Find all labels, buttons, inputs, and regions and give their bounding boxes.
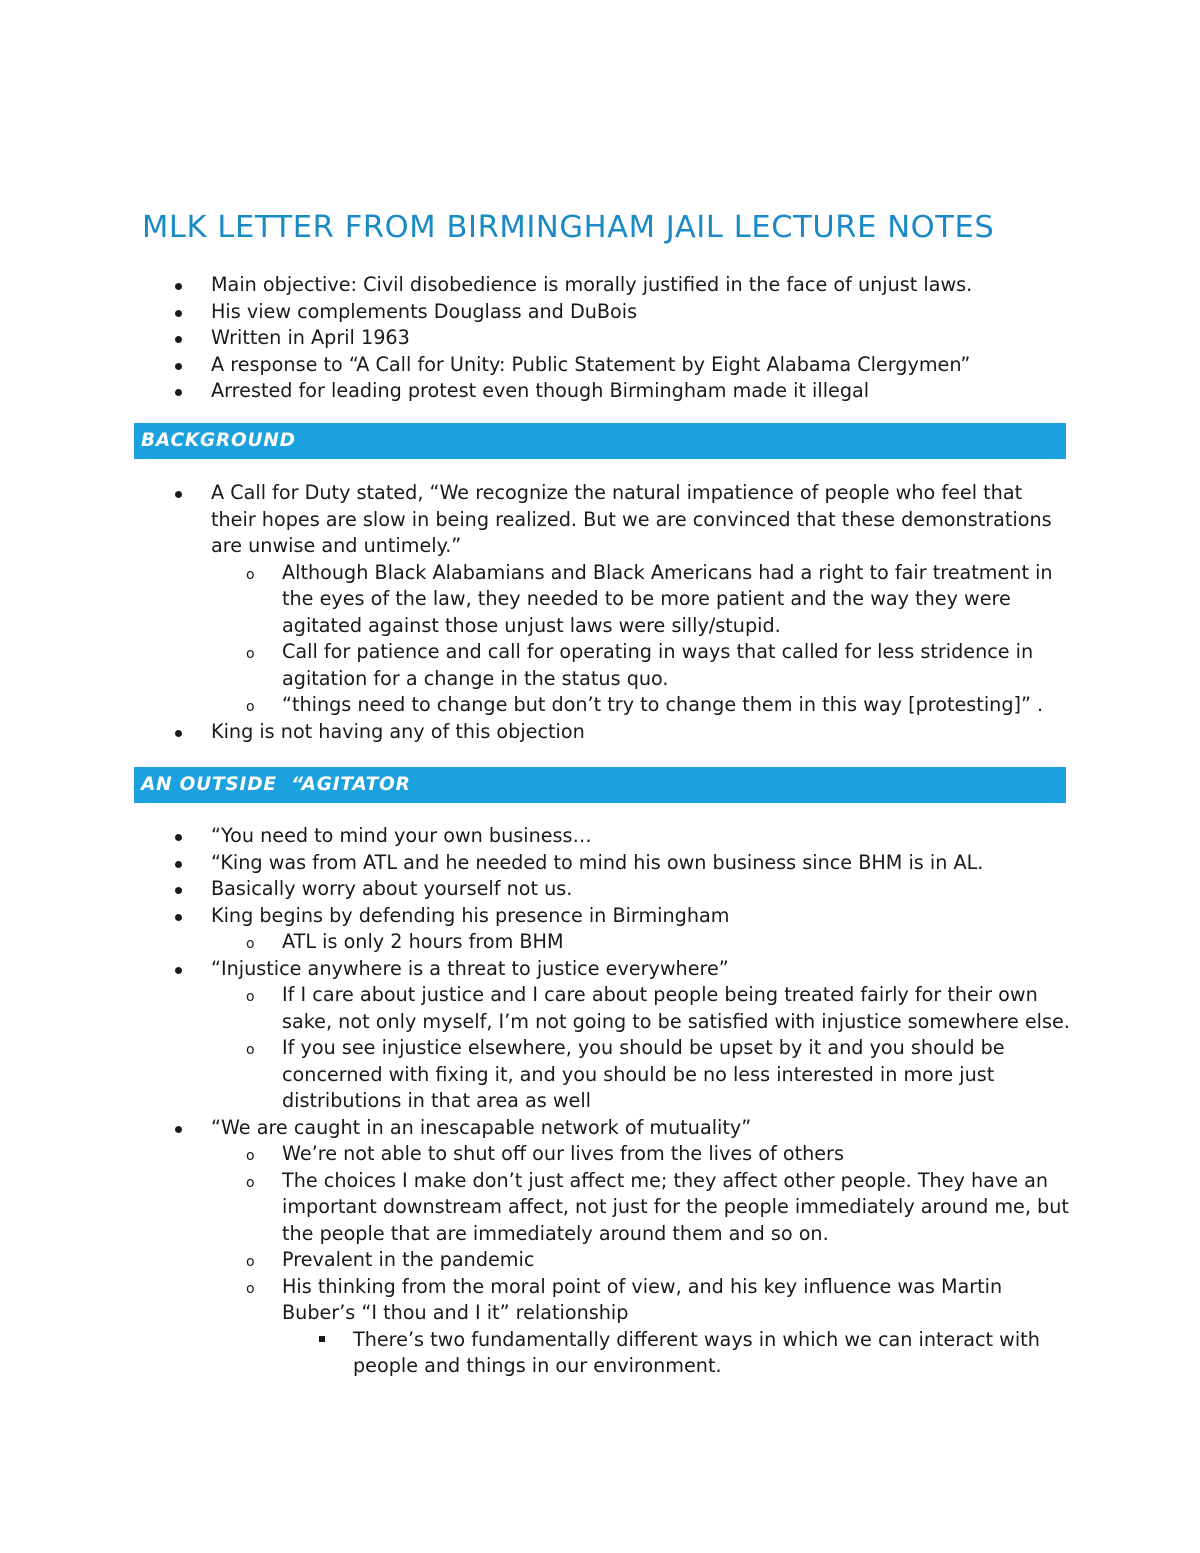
bullet-icon	[175, 914, 182, 921]
list-item-text: King begins by defending his presence in Birmingham	[211, 903, 730, 927]
list-item-text: A Call for Duty stated, “We recognize the natural impatience of people who feel that their hopes are slow in being realized. But we are convinced that these demonstrations are unwise and untimely.”	[211, 481, 1052, 557]
list-item-text: Written in April 1963	[211, 326, 410, 349]
list-item-text: A response to “A Call for Unity: Public Statement by Eight Alabama Clergymen”	[211, 352, 971, 376]
list-item-text: We’re not able to shut off our lives from the lives of others	[282, 1142, 844, 1165]
list-item	[0, 352, 1071, 379]
circle-bullet-icon: o	[246, 1174, 255, 1191]
background-list	[0, 480, 1072, 745]
circle-bullet-icon: o	[246, 1280, 255, 1297]
list-item	[0, 903, 1071, 930]
bullet-icon	[175, 363, 182, 370]
section-heading-outside-agitator: AN OUTSIDE “AGITATOR	[134, 767, 1066, 803]
circle-bullet-icon: o	[246, 1148, 255, 1164]
list-item-text: King is not having any of this objection	[211, 719, 585, 743]
list-item-text: Arrested for leading protest even though Birmingham made it illegal	[211, 379, 870, 402]
sub-list-item	[0, 1168, 1072, 1248]
list-item	[0, 823, 1071, 850]
sub-sub-list-item	[0, 1327, 1073, 1380]
sub-list-item	[0, 1274, 1072, 1327]
list-item	[0, 299, 1071, 326]
list-item	[0, 325, 1071, 352]
list-item	[0, 956, 1071, 983]
list-item-text: The choices I make don’t just affect me; they affect other people. They have an important downstream affect, not just for the people immediately around me, but the people that are immediately around them and so on.	[282, 1168, 1069, 1245]
list-item-text: “We are caught in an inescapable network of mutuality”	[211, 1115, 752, 1139]
circle-bullet-icon: o	[246, 646, 255, 662]
document-title: MLK LETTER FROM BIRMINGHAM JAIL LECTURE NOTES	[142, 210, 995, 245]
bullet-icon	[175, 491, 182, 498]
outside-agitator-list	[0, 823, 1073, 1380]
list-item-text: If you see injustice elsewhere, you should be upset by it and you should be concerned with fixing it, and you should be no less interested in more just distributions in that area as well	[282, 1036, 1005, 1112]
sub-list-item	[0, 1247, 1072, 1274]
bullet-icon	[175, 1126, 182, 1133]
intro-list	[0, 272, 1071, 405]
list-item-text: “Injustice anywhere is a threat to justice everywhere”	[211, 956, 729, 980]
list-item-text: There’s two fundamentally different ways in which we can interact with people and things in our environment.	[353, 1327, 1040, 1377]
list-item-text: Prevalent in the pandemic	[282, 1248, 535, 1271]
list-item-text: Although Black Alabamians and Black Americans had a right to fair treatment in the eyes of the law, they needed to be more patient and the way they were agitated against those unjust laws were silly/stupid.	[282, 560, 1053, 637]
section-heading-background: BACKGROUND	[134, 423, 1066, 459]
list-item-text: Main objective: Civil disobedience is morally justified in the face of unjust laws.	[211, 273, 973, 296]
sub-list-item	[0, 929, 1072, 956]
sub-list-item	[0, 982, 1072, 1035]
bullet-icon	[175, 730, 182, 737]
list-item	[0, 378, 1071, 405]
list-item-text: His thinking from the moral point of view, and his key influence was Martin Buber’s “I thou and I it” relationship	[282, 1274, 1003, 1324]
list-item-text: Basically worry about yourself not us.	[211, 877, 573, 900]
list-item-text: “things need to change but don’t try to change them in this way [protesting]” .	[282, 693, 1044, 716]
circle-bullet-icon: o	[246, 699, 255, 715]
bullet-icon	[175, 389, 182, 396]
bullet-icon	[175, 310, 182, 317]
list-item	[0, 850, 1071, 877]
bullet-icon	[175, 283, 182, 290]
list-item-text: If I care about justice and I care about people being treated fairly for their own sake, not only myself, I’m not going to be satisfied with injustice somewhere else.	[282, 983, 1070, 1033]
bullet-icon	[175, 834, 182, 841]
list-item-text: Call for patience and call for operating in ways that called for less stridence in agitation for a change in the status quo.	[282, 640, 1034, 690]
circle-bullet-icon: o	[246, 1254, 255, 1270]
bullet-icon	[175, 336, 182, 343]
list-item-text: His view complements Douglass and DuBois	[211, 299, 638, 323]
square-bullet-icon	[319, 1336, 325, 1342]
circle-bullet-icon: o	[246, 1042, 255, 1058]
bullet-icon	[175, 887, 182, 894]
list-item-text: “King was from ATL and he needed to mind his own business since BHM is in AL.	[211, 850, 984, 874]
list-item	[0, 719, 1071, 746]
circle-bullet-icon: o	[246, 989, 255, 1005]
sub-list-item	[0, 1141, 1072, 1168]
list-item	[0, 480, 1071, 560]
list-item	[0, 272, 1071, 299]
bullet-icon	[175, 861, 182, 868]
sub-list-item	[0, 1035, 1072, 1115]
circle-bullet-icon: o	[246, 566, 255, 583]
list-item	[0, 876, 1071, 903]
sub-list-item	[0, 639, 1072, 692]
list-item	[0, 1115, 1071, 1142]
list-item-text: ATL is only 2 hours from BHM	[282, 930, 564, 953]
sub-list-item	[0, 560, 1072, 640]
list-item-text: “You need to mind your own business…	[211, 824, 592, 847]
bullet-icon	[175, 967, 182, 974]
circle-bullet-icon: o	[246, 936, 255, 952]
sub-list-item	[0, 692, 1072, 719]
